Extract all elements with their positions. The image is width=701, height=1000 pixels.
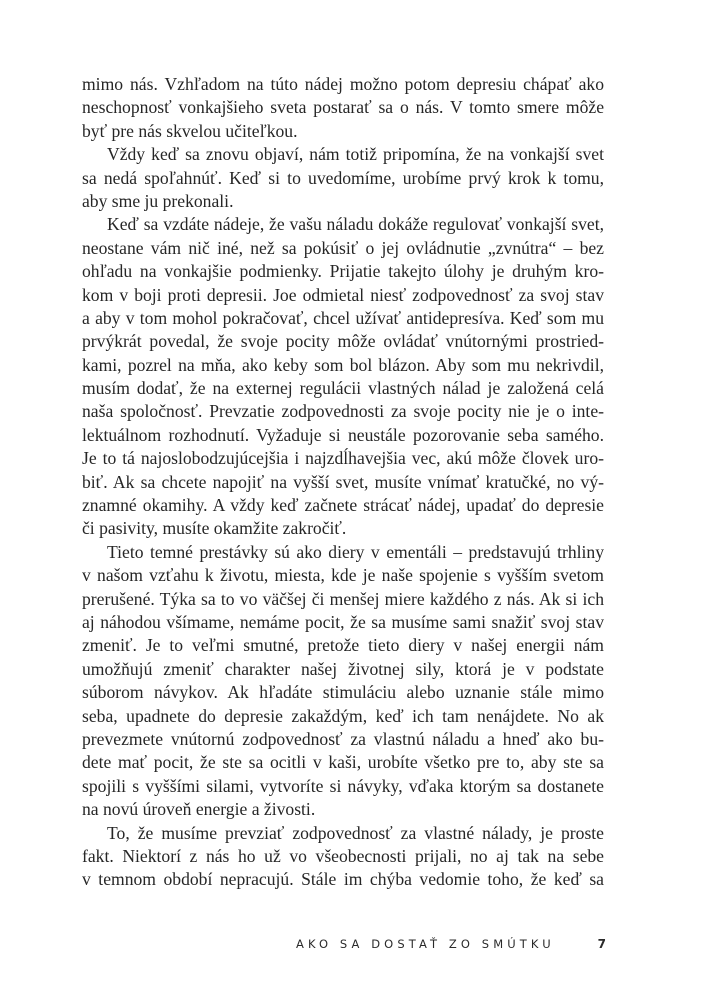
paragraph (82, 73, 604, 143)
text-line: Je to tá najoslobodzujúcejšia i najzdĺhavejšia vec, akú môže človek uro- (82, 448, 604, 469)
text-line: umožňujú zmeniť charakter našej životnej sily, ktorá je v podstate (82, 658, 604, 679)
paragraph (82, 822, 604, 892)
paragraph (82, 213, 604, 540)
text-line: súborom návykov. Ak hľadáte stimuláciu alebo uznanie stále mimo (82, 682, 604, 703)
text-line: zmeniť. Je to veľmi smutné, pretože tieto diery v našej energii nám (82, 635, 604, 656)
text-line: neostane vám nič iné, než sa pokúsiť o jej ovládnutie „zvnútra“ – bez (82, 237, 604, 258)
text-line: v našom vzťahu k životu, miesta, kde je naše spojenie s vyšším svetom (82, 565, 604, 586)
text-line: Vždy keď sa znovu objaví, nám totiž pripomína, že na vonkajší svet (107, 144, 604, 165)
text-line: To, že musíme prevziať zodpovednosť za vlastné nálady, je proste (107, 822, 604, 843)
text-line: znamné okamihy. A vždy keď začnete strácať nádej, upadať do depresie (82, 495, 604, 516)
text-line: musím dodať, že na externej regulácii vlastných nálad je založená celá (82, 378, 604, 399)
running-title: AKO SA DOSTAŤ ZO SMÚTKU (296, 937, 555, 951)
text-line: byť pre nás skvelou učiteľkou. (82, 120, 298, 141)
text-line: na novú úroveň energie a živosti. (82, 799, 316, 820)
text-line: biť. Ak sa chcete napojiť na vyšší svet, musíte vnímať kratučké, no vý- (82, 471, 604, 492)
text-line: či pasivity, musíte okamžite zakročiť. (82, 518, 347, 539)
text-line: sa nedá spoľahnúť. Keď si to uvedomíme, urobíme prvý krok k tomu, (82, 167, 604, 188)
page-footer (296, 937, 606, 955)
text-line: spojili s vyššími silami, vytvoríte si návyky, vďaka ktorým sa dostanete (82, 775, 604, 796)
text-line: a aby v tom mohol pokračovať, chcel užívať antidepresíva. Keď som mu (82, 307, 604, 328)
text-line: lektuálnom rozhodnutí. Vyžaduje si neustále pozorovanie seba samého. (82, 424, 604, 445)
text-line: Tieto temné prestávky sú ako diery v ementáli – predstavujú trhliny (107, 541, 604, 562)
page-number: 7 (597, 937, 606, 951)
text-line: Keď sa vzdáte nádeje, že vašu náladu dokáže regulovať vonkajší svet, (107, 214, 604, 235)
text-line: seba, upadnete do depresie zakaždým, keď ich tam nenájdete. No ak (82, 705, 604, 726)
text-line: prvýkrát povedal, že svoje pocity môže ovládať vnútornými prostried- (82, 331, 604, 352)
text-line: kami, pozrel na mňa, ako keby som bol blázon. Aby som mu nekrivdil, (82, 354, 604, 375)
text-line: aby sme ju prekonali. (82, 190, 234, 211)
text-line: ohľadu na vonkajšie podmienky. Prijatie takejto úlohy je druhým kro- (82, 261, 604, 282)
text-line: naša spoločnosť. Prevzatie zodpovednosti za svoje pocity nie je o inte- (82, 401, 604, 422)
text-line: prevezmete vnútornú zodpovednosť za vlastnú náladu a hneď ako bu- (82, 728, 604, 749)
text-line: fakt. Niektorí z nás ho už vo všeobecnosti prijali, no aj tak na sebe (82, 845, 604, 866)
body-text (82, 73, 604, 892)
text-line: dete mať pocit, že ste sa ocitli v kaši, urobíte všetko pre to, aby ste sa (82, 752, 604, 773)
text-line: prerušené. Týka sa to vo väčšej či menšej miere každého z nás. Ak si ich (82, 588, 604, 609)
text-line: v temnom období nepracujú. Stále im chýba vedomie toho, že keď sa (82, 869, 604, 890)
paragraph (82, 143, 604, 213)
text-line: kom v boji proti depresii. Joe odmietal niesť zodpovednosť za svoj stav (82, 284, 604, 305)
text-line: neschopnosť vonkajšieho sveta postarať sa o nás. V tomto smere môže (82, 97, 604, 118)
paragraph (82, 541, 604, 822)
text-line: mimo nás. Vzhľadom na túto nádej možno potom depresiu chápať ako (82, 74, 604, 94)
text-line: aj náhodou všímame, nemáme pocit, že sa musíme sami snažiť svoj stav (82, 611, 604, 632)
